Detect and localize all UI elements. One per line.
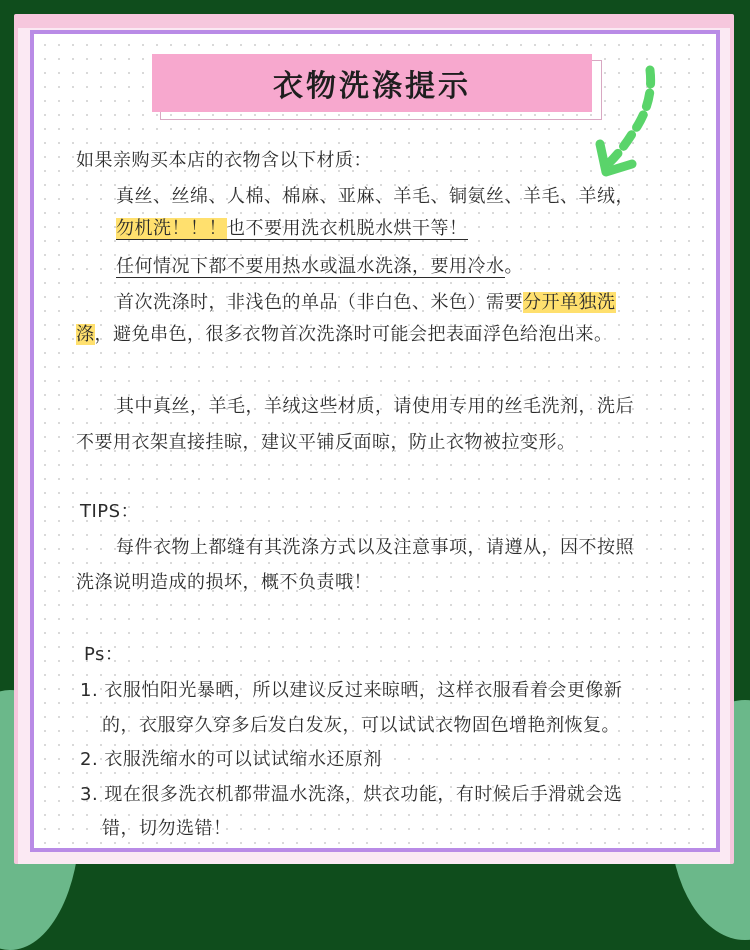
ps-item-3-text: 现在很多洗衣机都带温水洗涤，烘衣功能，有时候后手滑就会选 — [104, 784, 623, 805]
first-wash-highlight-b: 涤 — [76, 324, 95, 345]
water-end: 。 — [504, 256, 523, 277]
tips-text-line2: 洗涤说明造成的损坏，概不负责哦！ — [76, 572, 372, 593]
warning-rest: 也不要用洗衣机脱水烘干等！ — [227, 218, 468, 239]
first-wash-line1 — [76, 288, 616, 314]
page-title: 衣物洗涤提示 — [273, 69, 471, 104]
ps-item-3-num: 3. — [80, 784, 99, 805]
warning-underline — [116, 218, 468, 240]
ps-item-1 — [80, 676, 622, 702]
silk-note-line2: 不要用衣架直接挂晾，建议平铺反面晾，防止衣物被拉变形。 — [76, 432, 576, 453]
tips-label: TIPS： — [80, 501, 140, 522]
ps-item-3 — [80, 780, 622, 806]
first-wash-pre: 首次洗涤时，非浅色的单品（非白色、米色）需要 — [116, 292, 523, 313]
first-wash-line2 — [76, 320, 613, 346]
ps-item-1-num: 1. — [80, 680, 99, 701]
water-note: 任何情况下都不要用热水或温水洗涤，要用冷水 — [116, 256, 505, 277]
intro-text: 如果亲购买本店的衣物含以下材质： — [76, 150, 372, 171]
materials-text: 真丝、丝绵、人棉、棉麻、亚麻、羊毛、铜氨丝、羊毛、羊绒， — [116, 186, 634, 207]
ps-item-1-text: 衣服怕阳光暴晒，所以建议反过来晾晒，这样衣服看着会更像新 — [104, 680, 623, 701]
ps-item-2-num: 2. — [80, 749, 99, 770]
warning-highlight: 勿机洗！！！ — [116, 218, 227, 239]
first-wash-highlight-a: 分开单独洗 — [523, 292, 616, 313]
ps-item-3-cont: 错，切勿选错！ — [102, 818, 232, 839]
water-line — [76, 252, 523, 278]
tips-text-line1: 每件衣物上都缝有其洗涤方式以及注意事项，请遵从，因不按照 — [116, 537, 634, 558]
title-banner — [152, 54, 592, 112]
ps-item-2 — [80, 745, 382, 771]
ps-item-2-text: 衣服洗缩水的可以试试缩水还原剂 — [104, 749, 382, 770]
warning-line — [76, 214, 468, 240]
first-wash-post: ，避免串色，很多衣物首次洗涤时可能会把表面浮色给泡出来。 — [94, 324, 613, 345]
ps-item-1-cont: 的，衣服穿久穿多后发白发灰，可以试试衣物固色增艳剂恢复。 — [102, 715, 620, 736]
dashed-arrow-icon — [592, 64, 664, 182]
ps-label: Ps： — [84, 644, 124, 665]
silk-note-line1: 其中真丝，羊毛，羊绒这些材质，请使用专用的丝毛洗剂，洗后 — [116, 396, 634, 417]
